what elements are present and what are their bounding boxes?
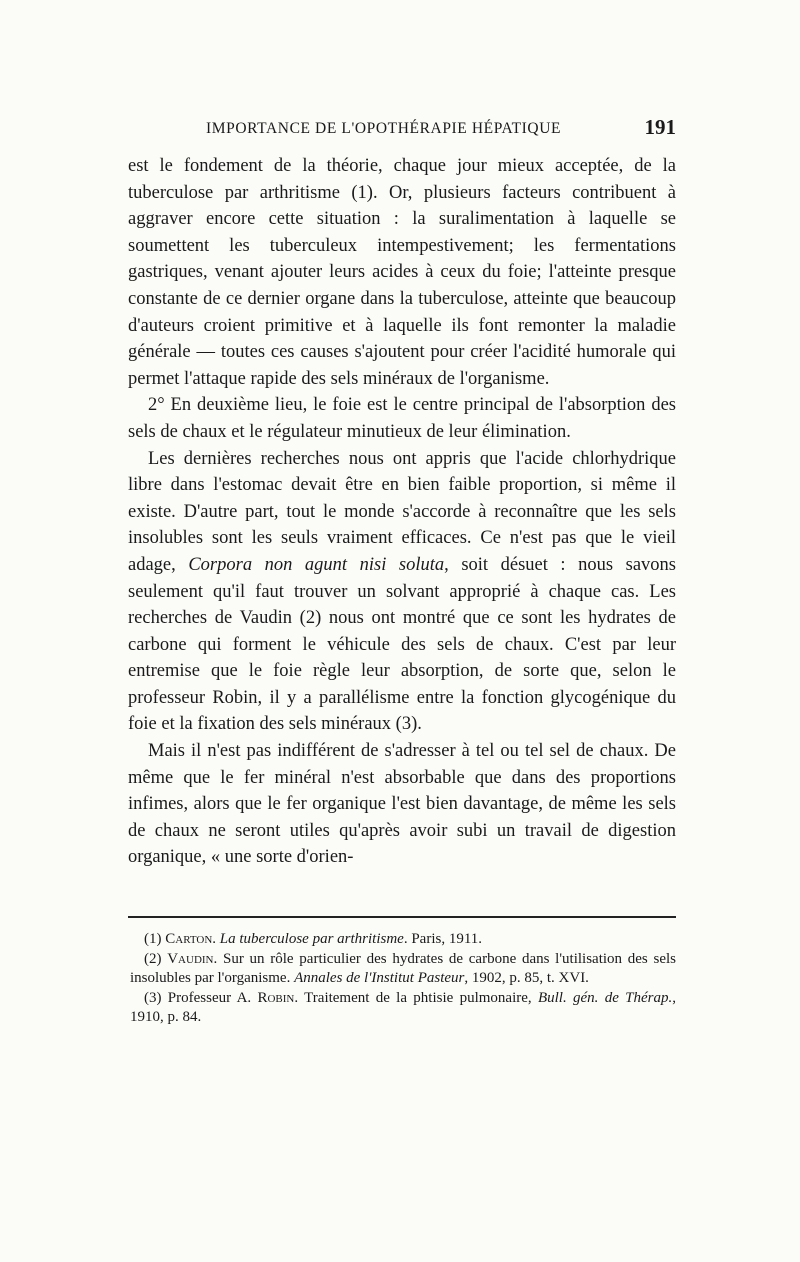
footnote-2-rest: , 1902, p. 85, t. XVI. xyxy=(464,970,589,987)
page-header xyxy=(128,115,676,142)
running-head: IMPORTANCE DE L'OPOTHÉRAPIE HÉPATIQUE xyxy=(206,120,562,137)
footnotes xyxy=(130,930,676,1028)
footnote-rule xyxy=(128,916,676,918)
footnote-1-sep: . xyxy=(212,931,220,947)
paragraph-4: Mais il n'est pas indifférent de s'adresser à tel ou tel sel de chaux. De même que le fer minéral n'est absorbable que dans des proportions infimes, alors que le fer organique l'est bien davantage, de même les sels de chaux ne seront utiles qu'après avoir subi un travail de digestion organique, « une sorte d'orien- xyxy=(128,741,676,868)
paragraph-1: est le fondement de la théorie, chaque jour mieux acceptée, de la tuberculose par arthritisme (1). Or, plusieurs facteurs contribuent à aggraver encore cette situation : la suralimentation à laquelle se soumettent les tuberculeux intempestivement; les fermentations gastriques, venant ajouter leurs acides à ceux du foie; l'atteinte presque constante de ce dernier organe dans la tuberculose, atteinte que beaucoup d'auteurs croient primitive et à laquelle ils font remonter la maladie générale — toutes ces causes s'ajoutent pour créer l'acidité humorale qui permet l'attaque rapide des sels minéraux de l'organisme. xyxy=(128,156,676,389)
footnote-3-journal: Bull. gén. de Thérap. xyxy=(537,989,673,1006)
footnote-1-number: (1) xyxy=(144,931,166,947)
footnote-3-number: (3) xyxy=(144,989,168,1006)
footnote-2-text: . Sur un rôle particulier des hydrates de carbone dans l'utilisation des sels insolubles par l'organisme. xyxy=(130,950,676,987)
footnote-2-author: Vaudin xyxy=(167,950,214,967)
footnote-1-rest: . Paris, 1911. xyxy=(403,931,483,947)
paragraph-3-text-a: Les dernières recherches nous ont appris que l'acide chlorhydrique libre dans l'estomac devait être en bien faible proportion, si même il existe. D'autre part, tout le monde s'accorde à reconnaître que les sels insolubles sont les seuls vraiment efficaces. Ce n'est pas que le vieil adage, xyxy=(128,448,676,575)
footnote-1-author: Carton xyxy=(165,931,213,947)
footnote-3-rest: , 1910, p. 84. xyxy=(130,989,676,1026)
footnote-2 xyxy=(130,950,676,989)
footnote-3-author: Robin xyxy=(257,989,295,1006)
paragraph-2: 2° En deuxième lieu, le foie est le centre principal de l'absorption des sels de chaux et le régulateur minutieux de leur élimination. xyxy=(128,395,676,442)
paragraph-3 xyxy=(128,446,676,739)
latin-adage: Corpora non agunt nisi soluta xyxy=(188,554,445,575)
footnote-2-number: (2) xyxy=(144,950,168,967)
footnote-3-text2: . Traitement de la phtisie pulmonaire, xyxy=(294,989,538,1006)
footnote-1 xyxy=(130,930,676,950)
footnote-3-text: Professeur A. xyxy=(167,989,258,1006)
page-number: 191 xyxy=(644,115,676,139)
paragraph-3-text-b: , soit désuet : nous savons seulement qu'il faut trouver un solvant approprié à chaque cas. Les recherches de Vaudin (2) nous ont montré que ce sont les hydrates de carbone qui forment le véhicule des sels de chaux. C'est par leur entremise que le foie règle leur absorption, de sorte que, selon le professeur Robin, il y a parallélisme entre la fonction glycogénique du foie et la fixation des sels minéraux (3). xyxy=(128,554,676,735)
footnote-3 xyxy=(130,989,676,1028)
footnote-1-title: La tuberculose par arthritisme xyxy=(219,931,404,947)
footnote-2-journal: Annales de l'Institut Pasteur xyxy=(294,970,465,987)
main-text xyxy=(128,153,676,871)
